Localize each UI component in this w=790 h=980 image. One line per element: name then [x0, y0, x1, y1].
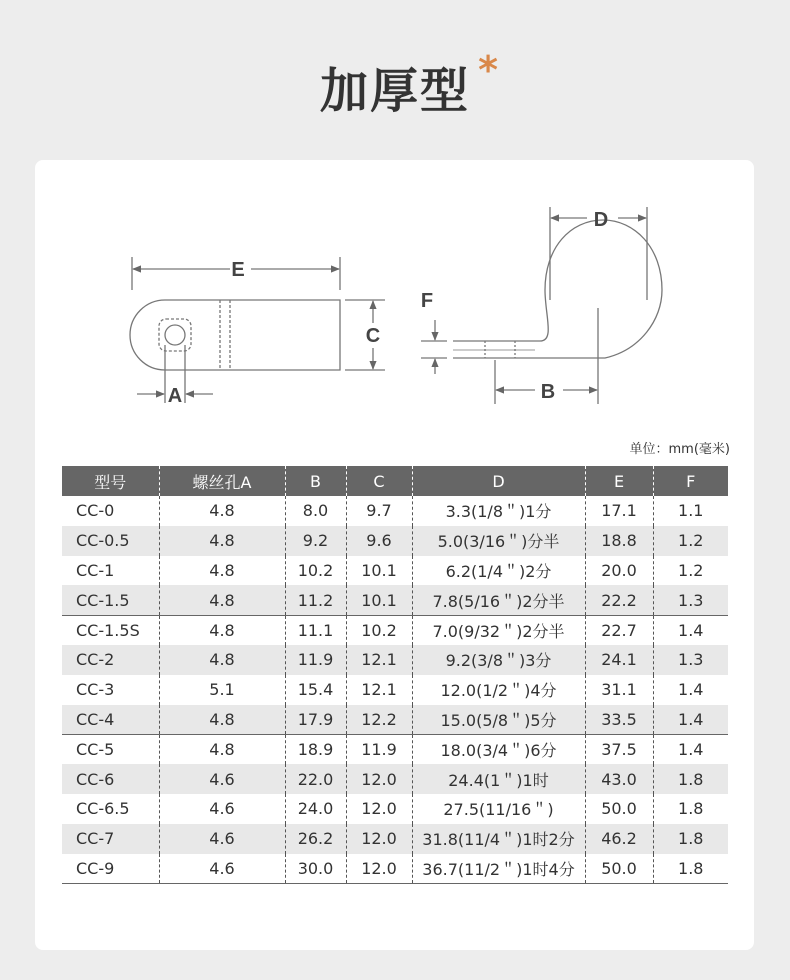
table-cell: 12.1: [346, 675, 412, 705]
table-cell: 10.1: [346, 585, 412, 615]
table-row: [62, 854, 728, 884]
label-c: C: [365, 325, 381, 347]
table-cell: CC-2: [62, 645, 159, 675]
table-cell: 11.9: [346, 734, 412, 764]
table-cell: 9.6: [346, 526, 412, 556]
table-cell: 12.0: [346, 854, 412, 884]
clamp-diagram: [35, 160, 754, 440]
clamp-top-view: [130, 257, 385, 403]
column-header: F: [653, 466, 728, 496]
table-row: [62, 675, 728, 705]
table-row: [62, 794, 728, 824]
label-d: D: [593, 209, 609, 231]
table-row: [62, 526, 728, 556]
table-cell: 4.8: [159, 585, 285, 615]
table-cell: 50.0: [585, 794, 653, 824]
table-body: [62, 496, 728, 883]
table-cell: CC-3: [76, 680, 115, 700]
column-header: B: [285, 466, 346, 496]
table-cell: 12.2: [346, 705, 412, 735]
table-cell: 1.4: [653, 615, 728, 645]
table-cell: 30.0: [285, 854, 346, 884]
table-row: [62, 496, 728, 526]
table-cell: CC-0: [76, 501, 115, 521]
table-cell: 10.2: [285, 556, 346, 586]
table-cell: 10.2: [346, 615, 412, 645]
table-cell: 50.0: [585, 854, 653, 884]
table-cell: 1.2: [653, 526, 728, 556]
table-cell: 17.1: [585, 496, 653, 526]
label-b: B: [540, 381, 556, 403]
table-cell: 4.8: [159, 734, 285, 764]
table-cell: 5.0(3/16＂)分半: [412, 526, 585, 556]
table-cell: 4.6: [159, 824, 285, 854]
table-cell: 43.0: [585, 764, 653, 794]
table-cell: CC-5: [62, 734, 159, 764]
table-cell: 4.8: [159, 645, 285, 675]
table-cell: 36.7(11/2＂)1时4分: [412, 854, 585, 884]
table-cell: 12.1: [346, 645, 412, 675]
table-cell: 3.3(1/8＂)1分: [412, 496, 585, 526]
column-header: 螺丝孔A: [159, 466, 285, 496]
table-cell: CC-7: [62, 824, 159, 854]
table-row: [62, 585, 728, 615]
table-cell: 22.0: [285, 764, 346, 794]
title-asterisk: *: [478, 48, 500, 92]
table-cell: 11.2: [285, 585, 346, 615]
column-header: C: [346, 466, 412, 496]
table-cell: 1.4: [653, 705, 728, 735]
table-cell: 26.2: [285, 824, 346, 854]
table-cell: 22.2: [585, 585, 653, 615]
table-cell: 11.1: [285, 615, 346, 645]
table-cell: 18.9: [285, 734, 346, 764]
table-row: [62, 764, 728, 794]
label-a: A: [167, 385, 183, 407]
table-cell: 17.9: [285, 705, 346, 735]
table-cell: 24.4(1＂)1时: [412, 764, 585, 794]
table-cell: 27.5(11/16＂): [412, 794, 585, 824]
table-cell: 9.2(3/8＂)3分: [412, 645, 585, 675]
table-cell: 4.6: [159, 794, 285, 824]
table-row: [62, 556, 728, 586]
table-cell: 4.8: [159, 556, 285, 586]
label-f: F: [420, 290, 434, 312]
label-e: E: [231, 259, 245, 281]
table-cell: 4.8: [159, 615, 285, 645]
table-cell: 12.0: [346, 794, 412, 824]
table-cell: 22.7: [585, 615, 653, 645]
table-cell: 12.0: [346, 824, 412, 854]
table-cell: 4.6: [159, 764, 285, 794]
table-cell: 12.0: [346, 764, 412, 794]
table-cell: 24.1: [585, 645, 653, 675]
table-cell: 18.0(3/4＂)6分: [412, 734, 585, 764]
table-cell: 8.0: [285, 496, 346, 526]
table-cell: CC-1: [76, 560, 115, 580]
table-cell: 31.8(11/4＂)1时2分: [412, 824, 585, 854]
column-header: D: [412, 466, 585, 496]
unit-label: 单位：mm(毫米): [629, 442, 730, 457]
table-cell: 7.8(5/16＂)2分半: [412, 585, 585, 615]
table-cell: 1.1: [653, 496, 728, 526]
table-cell: 1.3: [653, 585, 728, 615]
table-cell: 15.4: [285, 675, 346, 705]
table-cell: CC-0.5: [62, 526, 159, 556]
table-cell: CC-6.5: [76, 799, 130, 819]
table-cell: 1.8: [653, 854, 728, 884]
table-cell: 1.8: [653, 764, 728, 794]
page-title: [319, 48, 500, 121]
table-cell: 37.5: [585, 734, 653, 764]
table-cell: 7.0(9/32＂)2分半: [412, 615, 585, 645]
table-cell: 20.0: [585, 556, 653, 586]
table-cell: 31.1: [585, 675, 653, 705]
table-cell: 1.4: [653, 675, 728, 705]
table-cell: 5.1: [159, 675, 285, 705]
table-row: [62, 645, 728, 675]
table-cell: 11.9: [285, 645, 346, 675]
column-header: E: [585, 466, 653, 496]
table-cell: 4.8: [159, 705, 285, 735]
table-header-row: [62, 466, 728, 496]
table-cell: 46.2: [585, 824, 653, 854]
clamp-side-view: [421, 207, 662, 404]
table-cell: 4.8: [159, 496, 285, 526]
spec-table: [62, 466, 728, 884]
column-header: 型号: [62, 466, 159, 496]
title-wrap: [0, 48, 790, 121]
table-cell: CC-6: [62, 764, 159, 794]
table-cell: CC-9: [62, 854, 159, 884]
table-row: [62, 734, 728, 764]
table-cell: 1.8: [653, 794, 728, 824]
title-text: 加厚型: [319, 63, 470, 119]
table-cell: 18.8: [585, 526, 653, 556]
table-cell: CC-1.5: [62, 585, 159, 615]
table-row: [62, 615, 728, 645]
table-cell: CC-4: [62, 705, 159, 735]
table-row: [62, 824, 728, 854]
table-cell: 1.2: [653, 556, 728, 586]
table-cell: 15.0(5/8＂)5分: [412, 705, 585, 735]
table-cell: 4.6: [159, 854, 285, 884]
table-cell: 1.8: [653, 824, 728, 854]
table-cell: 9.7: [346, 496, 412, 526]
table-cell: 4.8: [159, 526, 285, 556]
table-cell: 24.0: [285, 794, 346, 824]
table-cell: 33.5: [585, 705, 653, 735]
table-cell: 12.0(1/2＂)4分: [412, 675, 585, 705]
table-row: [62, 705, 728, 735]
table-cell: 1.4: [653, 734, 728, 764]
table-cell: CC-1.5S: [62, 615, 159, 645]
spec-card: [35, 160, 754, 950]
table-cell: 9.2: [285, 526, 346, 556]
table-cell: 1.3: [653, 645, 728, 675]
table-cell: 10.1: [346, 556, 412, 586]
table-cell: 6.2(1/4＂)2分: [412, 556, 585, 586]
